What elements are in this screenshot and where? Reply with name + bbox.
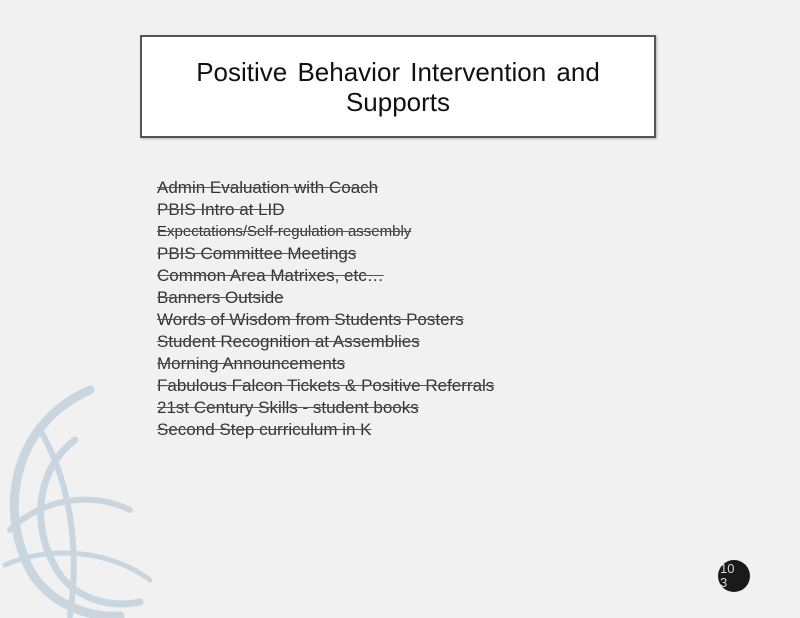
page-number-badge bbox=[718, 560, 750, 592]
slide-title-line-1: Positive Behavior Intervention and bbox=[196, 56, 600, 87]
list-item: PBIS Committee Meetings bbox=[157, 244, 357, 263]
list-item: 21st Century Skills - student books bbox=[157, 398, 419, 417]
list-item: Student Recognition at Assemblies bbox=[157, 332, 420, 351]
list-item: Admin Evaluation with Coach bbox=[157, 178, 379, 197]
list-item: Common Area Matrixes, etc… bbox=[157, 266, 384, 285]
slide-title bbox=[196, 57, 600, 117]
list-item: Banners Outside bbox=[157, 288, 284, 307]
page-number: 10 3 bbox=[720, 561, 735, 590]
list-item: Fabulous Falcon Tickets & Positive Referrals bbox=[157, 376, 495, 395]
list-item: PBIS Intro at LID bbox=[157, 200, 285, 219]
list-item: Morning Announcements bbox=[157, 354, 346, 373]
checklist bbox=[157, 177, 494, 441]
list-item: Second Step curriculum in K bbox=[157, 420, 372, 439]
list-item: Words of Wisdom from Students Posters bbox=[157, 310, 464, 329]
slide-title-line-2: Supports bbox=[345, 86, 451, 117]
list-item: Expectations/Self-regulation assembly bbox=[157, 223, 412, 240]
title-box bbox=[140, 35, 656, 138]
